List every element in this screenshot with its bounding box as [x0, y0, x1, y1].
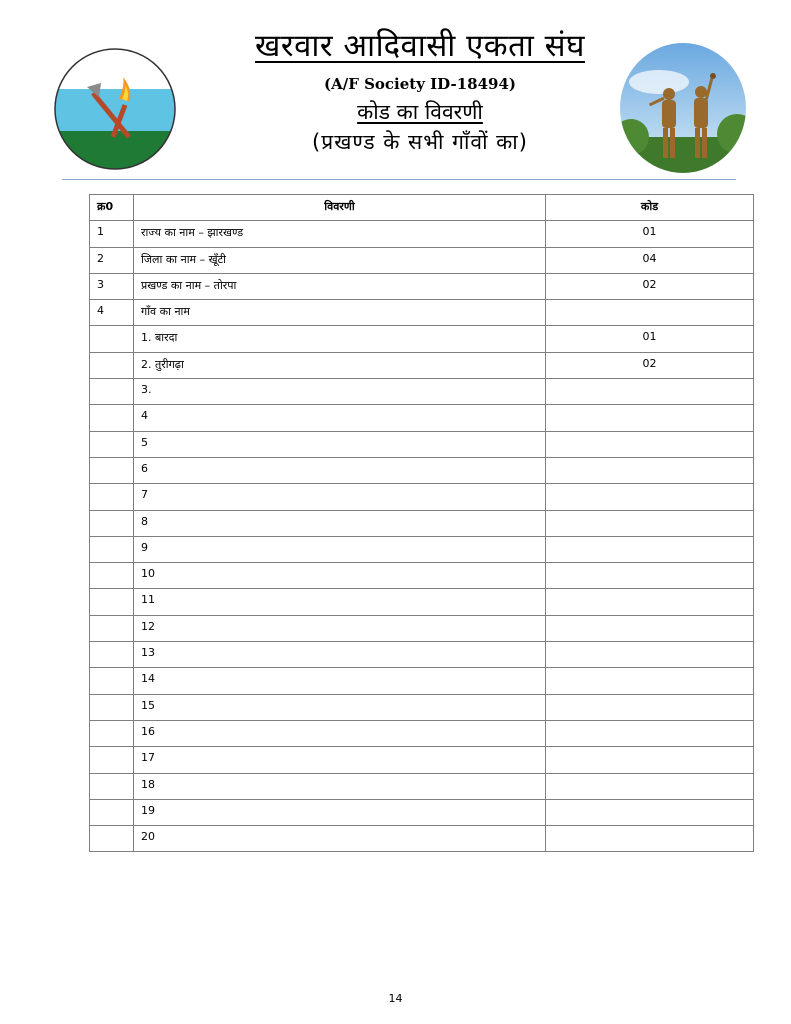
- table-row: [90, 536, 754, 562]
- column-header-serial: क्र0: [90, 195, 134, 221]
- table-row: [90, 405, 754, 431]
- cell-serial: [90, 563, 134, 589]
- cell-serial: [90, 589, 134, 615]
- cell-description: 3.: [134, 379, 546, 405]
- document-subtitle: कोड का विवरणी: [357, 100, 483, 124]
- cell-serial: [90, 536, 134, 562]
- table-row: [90, 668, 754, 694]
- cell-description: 20: [134, 826, 546, 852]
- cell-description: 14: [134, 668, 546, 694]
- table-row: [90, 326, 754, 352]
- cell-code: [546, 615, 754, 641]
- cell-code: 02: [546, 352, 754, 378]
- left-emblem-logo: [53, 47, 177, 171]
- cell-code: [546, 431, 754, 457]
- cell-description: प्रखण्ड का नाम – तोरपा: [134, 273, 546, 299]
- cell-code: [546, 405, 754, 431]
- cell-code: [546, 589, 754, 615]
- table-row: [90, 273, 754, 299]
- cell-description: 12: [134, 615, 546, 641]
- cell-code: [546, 747, 754, 773]
- table-row: [90, 352, 754, 378]
- cell-serial: [90, 615, 134, 641]
- table-row: [90, 826, 754, 852]
- cell-code: 04: [546, 247, 754, 273]
- cell-description: जिला का नाम – खूँटी: [134, 247, 546, 273]
- table-row: [90, 720, 754, 746]
- cell-serial: [90, 484, 134, 510]
- table-row: [90, 694, 754, 720]
- table-row: [90, 747, 754, 773]
- table-row: [90, 799, 754, 825]
- organization-title: खरवार आदिवासी एकता संघ: [255, 28, 585, 64]
- cell-code: [546, 773, 754, 799]
- table-row: [90, 457, 754, 483]
- cell-serial: [90, 773, 134, 799]
- cell-serial: [90, 720, 134, 746]
- table-row: [90, 484, 754, 510]
- cell-serial: [90, 694, 134, 720]
- cell-serial: [90, 326, 134, 352]
- cell-serial: 2: [90, 247, 134, 273]
- cell-serial: [90, 510, 134, 536]
- table-row: [90, 642, 754, 668]
- cell-description: 10: [134, 563, 546, 589]
- cell-code: 01: [546, 221, 754, 247]
- cell-serial: [90, 457, 134, 483]
- cell-description: 4: [134, 405, 546, 431]
- table-row: [90, 563, 754, 589]
- table-row: [90, 615, 754, 641]
- cell-serial: [90, 747, 134, 773]
- cell-description: 1. बारदा: [134, 326, 546, 352]
- cell-code: 02: [546, 273, 754, 299]
- cell-code: [546, 694, 754, 720]
- cell-description: 8: [134, 510, 546, 536]
- cell-code: [546, 536, 754, 562]
- cell-code: [546, 563, 754, 589]
- cell-code: [546, 826, 754, 852]
- cell-description: 18: [134, 773, 546, 799]
- cell-code: [546, 484, 754, 510]
- society-id: (A/F Society ID-18494): [324, 75, 516, 93]
- table-row: [90, 510, 754, 536]
- cell-description: 16: [134, 720, 546, 746]
- column-header-code: कोड: [546, 195, 754, 221]
- cell-description: गाँव का नाम: [134, 300, 546, 326]
- cell-serial: [90, 826, 134, 852]
- cell-description: 19: [134, 799, 546, 825]
- cell-description: 11: [134, 589, 546, 615]
- table-header-row: [90, 195, 754, 221]
- table-row: [90, 221, 754, 247]
- cell-code: [546, 720, 754, 746]
- cell-code: [546, 668, 754, 694]
- table-row: [90, 247, 754, 273]
- header-divider: [62, 179, 736, 180]
- table-row: [90, 379, 754, 405]
- cell-serial: 3: [90, 273, 134, 299]
- document-subtitle-detail: (प्रखण्ड के सभी गाँवों का): [312, 130, 528, 154]
- table-row: [90, 589, 754, 615]
- cell-serial: [90, 668, 134, 694]
- cell-description: 7: [134, 484, 546, 510]
- cell-description: 17: [134, 747, 546, 773]
- cell-serial: [90, 379, 134, 405]
- table-row: [90, 773, 754, 799]
- cell-code: [546, 300, 754, 326]
- cell-serial: [90, 405, 134, 431]
- cell-code: [546, 379, 754, 405]
- cell-code: [546, 799, 754, 825]
- cell-serial: [90, 431, 134, 457]
- cell-code: [546, 642, 754, 668]
- cell-serial: [90, 352, 134, 378]
- cell-serial: 4: [90, 300, 134, 326]
- page-number: 14: [388, 992, 403, 1005]
- cell-description: राज्य का नाम – झारखण्ड: [134, 221, 546, 247]
- cell-description: 5: [134, 431, 546, 457]
- cell-serial: [90, 642, 134, 668]
- table-row: [90, 300, 754, 326]
- cell-code: [546, 457, 754, 483]
- axe-torch-flag-icon: [53, 47, 177, 171]
- cell-code: [546, 510, 754, 536]
- table-row: [90, 431, 754, 457]
- cell-serial: [90, 799, 134, 825]
- cell-description: 13: [134, 642, 546, 668]
- cell-code: 01: [546, 326, 754, 352]
- column-header-description: विवरणी: [134, 195, 546, 221]
- cell-description: 2. तुरीगढ़ा: [134, 352, 546, 378]
- code-table: [89, 194, 754, 852]
- cell-description: 15: [134, 694, 546, 720]
- cell-description: 6: [134, 457, 546, 483]
- cell-description: 9: [134, 536, 546, 562]
- cell-serial: 1: [90, 221, 134, 247]
